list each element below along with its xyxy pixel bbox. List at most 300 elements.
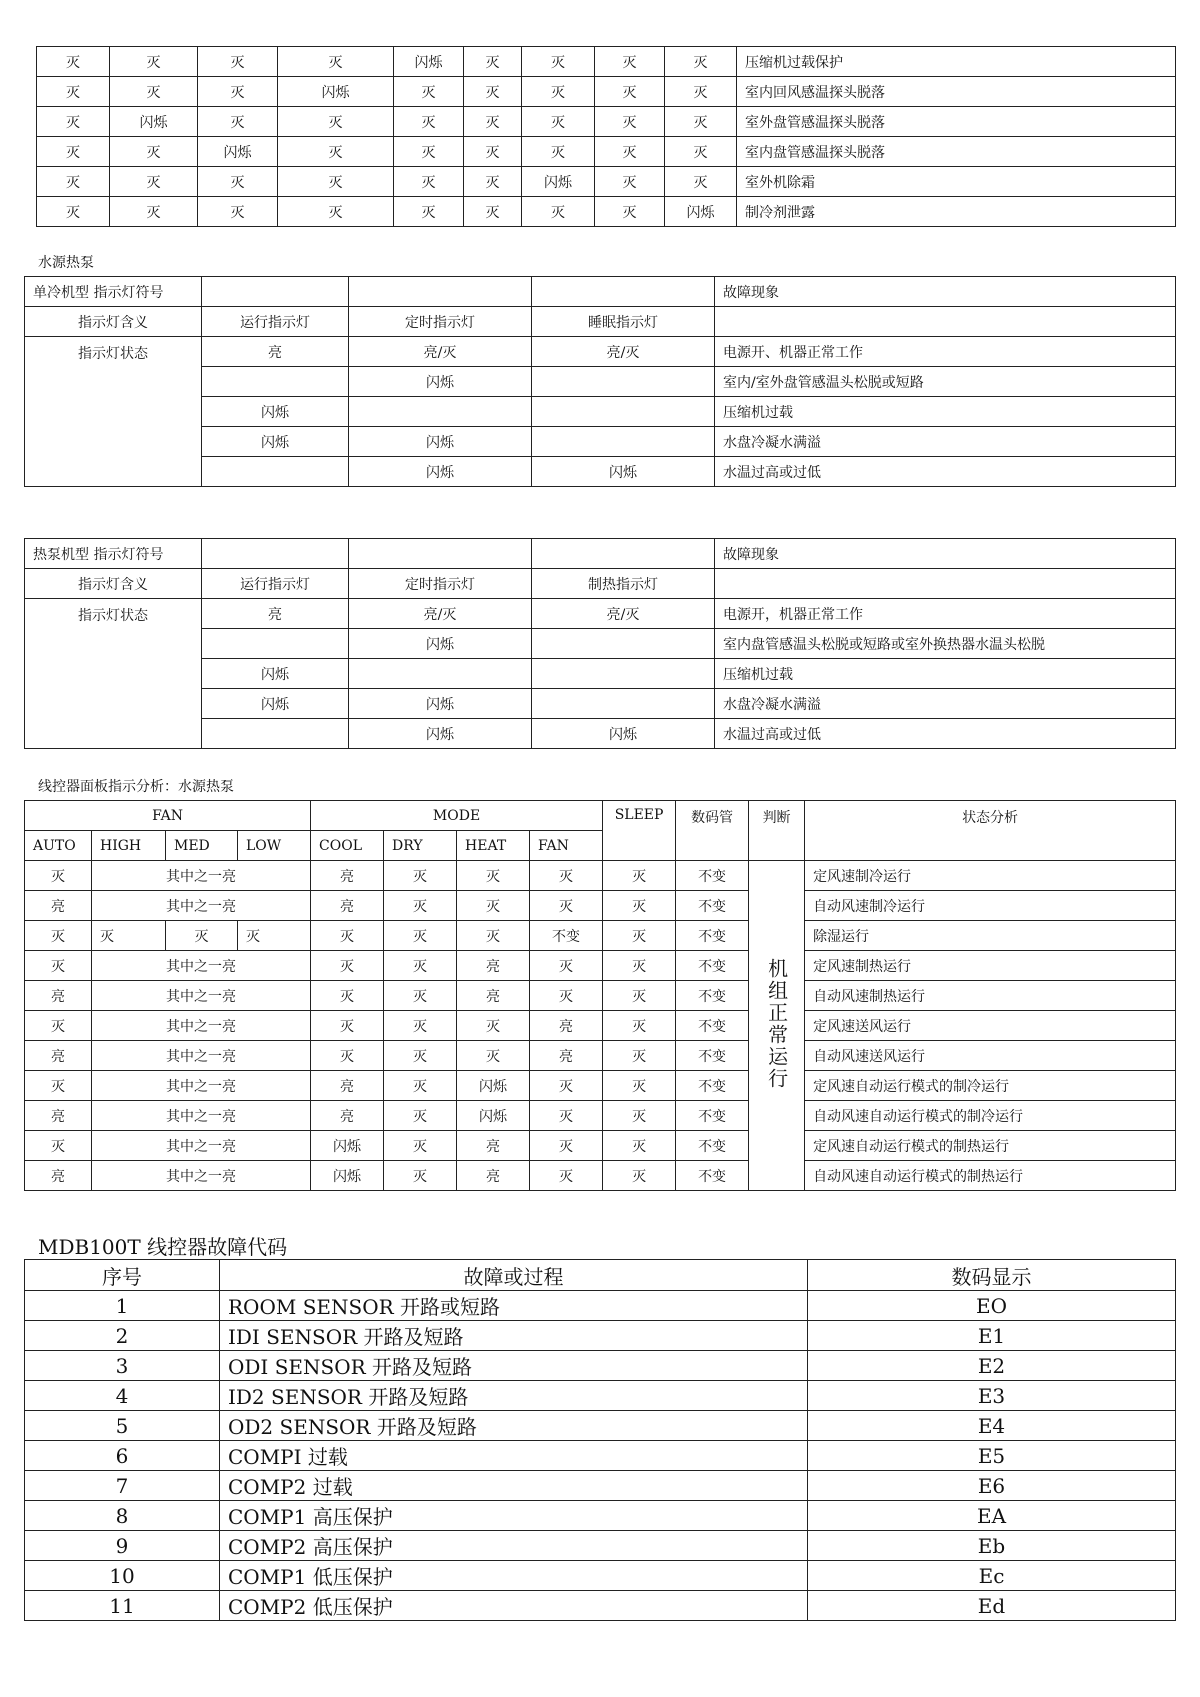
indicator-cell: 灭	[25, 1131, 92, 1161]
indicator-cell: 灭	[603, 1131, 676, 1161]
header-cell	[349, 277, 532, 307]
sub-header-cell: COOL	[311, 831, 384, 861]
indicator-cell: 灭	[530, 861, 603, 891]
fault-description: 压缩机过载保护	[737, 47, 1176, 77]
indicator-cell: 亮	[457, 1131, 530, 1161]
indicator-cell: 灭	[665, 77, 737, 107]
fault-code-table	[24, 1259, 1176, 1621]
indicator-cell: 亮	[25, 1041, 92, 1071]
indicator-cell: 灭	[384, 981, 457, 1011]
sub-header-cell: AUTO	[25, 831, 92, 861]
table-row	[25, 1591, 1176, 1621]
fan-group-header: FAN	[25, 801, 311, 831]
header-row	[25, 539, 1176, 569]
table-row	[25, 1531, 1176, 1561]
fault-process: COMPI 过载	[220, 1441, 808, 1471]
indicator-cell: 其中之一亮	[92, 891, 311, 921]
indicator-cell: 灭	[198, 197, 278, 227]
indicator-cell: 闪烁	[349, 457, 532, 487]
table-row	[25, 921, 1176, 951]
indicator-cell: 不变	[676, 981, 749, 1011]
indicator-cell: 灭	[665, 137, 737, 167]
indicator-cell: 其中之一亮	[92, 1131, 311, 1161]
indicator-cell: 不变	[676, 1161, 749, 1191]
digit-tube-header: 数码管	[676, 801, 749, 861]
indicator-cell: 灭	[665, 107, 737, 137]
table-row	[37, 77, 1176, 107]
indicator-cell: 灭	[464, 197, 522, 227]
indicator-cell: 灭	[198, 167, 278, 197]
indicator-cell	[202, 629, 349, 659]
indicator-cell: 灭	[530, 951, 603, 981]
indicator-cell: 灭	[92, 921, 166, 951]
indicator-cell: 灭	[25, 1071, 92, 1101]
indicator-cell: 灭	[278, 137, 394, 167]
indicator-cell	[532, 629, 715, 659]
indicator-cell: 灭	[595, 167, 665, 197]
indicator-cell: 灭	[394, 197, 464, 227]
caption-fault-codes: MDB100T 线控器故障代码	[38, 1235, 288, 1259]
digit-display: E3	[808, 1381, 1176, 1411]
heat-pump-indicator-table	[24, 538, 1176, 749]
fault-process: ODI SENSOR 开路及短路	[220, 1351, 808, 1381]
indicator-cell: 亮/灭	[349, 337, 532, 367]
header-row	[25, 1260, 1176, 1291]
table-row	[25, 1041, 1176, 1071]
state-analysis: 自动风速自动运行模式的制热运行	[805, 1161, 1176, 1191]
table-row	[25, 951, 1176, 981]
indicator-cell: 灭	[603, 951, 676, 981]
indicator-cell: 闪烁	[349, 367, 532, 397]
fault-process: COMP1 低压保护	[220, 1561, 808, 1591]
digit-display: E1	[808, 1321, 1176, 1351]
indicator-cell: 灭	[603, 921, 676, 951]
indicator-cell: 闪烁	[202, 689, 349, 719]
state-analysis: 定风速自动运行模式的制热运行	[805, 1131, 1176, 1161]
indicator-cell: 灭	[464, 107, 522, 137]
fault-description: 室内盘管感温头松脱或短路或室外换热器水温头松脱	[715, 629, 1176, 659]
indicator-cell: 闪烁	[202, 397, 349, 427]
indicator-cell: 灭	[110, 47, 198, 77]
header-cell: 指示灯含义	[25, 569, 202, 599]
indicator-cell: 闪烁	[202, 427, 349, 457]
indicator-cell: 灭	[457, 1041, 530, 1071]
indicator-cell: 灭	[603, 1161, 676, 1191]
header-cell: 热泵机型 指示灯符号	[25, 539, 202, 569]
indicator-cell: 亮	[311, 1101, 384, 1131]
fault-process: COMP2 高压保护	[220, 1531, 808, 1561]
header-cell: 运行指示灯	[202, 307, 349, 337]
indicator-cell: 灭	[37, 107, 110, 137]
indicator-cell: 灭	[394, 167, 464, 197]
digit-display: EO	[808, 1291, 1176, 1321]
table-row	[25, 1291, 1176, 1321]
cooling-only-indicator-table	[24, 276, 1176, 487]
table-row	[25, 1351, 1176, 1381]
indicator-cell: 灭	[384, 1041, 457, 1071]
sleep-header: SLEEP	[603, 801, 676, 861]
state-analysis: 自动风速制热运行	[805, 981, 1176, 1011]
header-cell	[202, 539, 349, 569]
indicator-cell: 其中之一亮	[92, 1041, 311, 1071]
table-row	[37, 137, 1176, 167]
indicator-cell	[349, 659, 532, 689]
indicator-cell: 灭	[457, 891, 530, 921]
indicator-cell: 其中之一亮	[92, 861, 311, 891]
table-row	[25, 1131, 1176, 1161]
indicator-cell: 灭	[530, 1161, 603, 1191]
table-row	[25, 1101, 1176, 1131]
sub-header-cell: MED	[166, 831, 238, 861]
sub-header-cell: DRY	[384, 831, 457, 861]
fault-description: 室外机除霜	[737, 167, 1176, 197]
indicator-cell: 灭	[37, 197, 110, 227]
header-cell	[532, 277, 715, 307]
table-row	[25, 981, 1176, 1011]
group-header-row	[25, 801, 1176, 831]
header-cell: 故障或过程	[220, 1260, 808, 1291]
code-index: 9	[25, 1531, 220, 1561]
indicator-cell: 灭	[25, 921, 92, 951]
indicator-cell: 灭	[278, 167, 394, 197]
digit-display: Ec	[808, 1561, 1176, 1591]
code-index: 10	[25, 1561, 220, 1591]
table-row	[25, 1441, 1176, 1471]
indicator-cell: 灭	[25, 1011, 92, 1041]
meaning-row	[25, 307, 1176, 337]
indicator-cell: 灭	[384, 1131, 457, 1161]
indicator-cell: 其中之一亮	[92, 1101, 311, 1131]
indicator-cell: 灭	[110, 137, 198, 167]
code-index: 8	[25, 1501, 220, 1531]
header-cell: 数码显示	[808, 1260, 1176, 1291]
indicator-cell: 灭	[522, 137, 595, 167]
fault-process: IDI SENSOR 开路及短路	[220, 1321, 808, 1351]
indicator-cell: 闪烁	[110, 107, 198, 137]
header-cell: 制热指示灯	[532, 569, 715, 599]
sub-header-cell: LOW	[238, 831, 311, 861]
table-row	[25, 599, 1176, 629]
indicator-cell: 其中之一亮	[92, 951, 311, 981]
state-analysis: 定风速制热运行	[805, 951, 1176, 981]
indicator-cell: 灭	[25, 861, 92, 891]
fault-process: COMP2 低压保护	[220, 1591, 808, 1621]
indicator-cell: 闪烁	[202, 659, 349, 689]
sub-header-cell: FAN	[530, 831, 603, 861]
indicator-cell	[202, 457, 349, 487]
state-analysis: 自动风速自动运行模式的制冷运行	[805, 1101, 1176, 1131]
state-analysis: 除湿运行	[805, 921, 1176, 951]
indicator-cell: 闪烁	[457, 1071, 530, 1101]
indicator-cell: 灭	[384, 1071, 457, 1101]
indicator-cell: 亮	[457, 951, 530, 981]
table-row	[25, 1561, 1176, 1591]
state-analysis: 定风速自动运行模式的制冷运行	[805, 1071, 1176, 1101]
table-row	[25, 1471, 1176, 1501]
indicator-cell: 亮	[457, 1161, 530, 1191]
indicator-cell: 灭	[394, 107, 464, 137]
indicator-cell: 灭	[530, 981, 603, 1011]
indicator-cell: 不变	[676, 1071, 749, 1101]
header-cell: 故障现象	[715, 539, 1176, 569]
indicator-cell: 其中之一亮	[92, 981, 311, 1011]
indicator-cell: 灭	[37, 47, 110, 77]
judge-text: 机组正常运行	[764, 957, 789, 1090]
judge-header: 判断	[749, 801, 805, 861]
indicator-cell: 灭	[278, 197, 394, 227]
caption-water-source-heat-pump: 水源热泵	[38, 255, 94, 271]
indicator-cell	[202, 367, 349, 397]
digit-display: E5	[808, 1441, 1176, 1471]
indicator-cell: 灭	[198, 107, 278, 137]
indicator-cell: 灭	[384, 951, 457, 981]
indicator-cell: 亮	[25, 981, 92, 1011]
indicator-cell: 其中之一亮	[92, 1011, 311, 1041]
header-cell: 睡眠指示灯	[532, 307, 715, 337]
table-row	[37, 197, 1176, 227]
header-cell	[715, 307, 1176, 337]
digit-display: E4	[808, 1411, 1176, 1441]
code-index: 7	[25, 1471, 220, 1501]
indicator-cell: 灭	[522, 77, 595, 107]
indicator-cell: 闪烁	[349, 689, 532, 719]
table-row	[37, 107, 1176, 137]
fault-description: 室内回风感温探头脱落	[737, 77, 1176, 107]
indicator-cell: 其中之一亮	[92, 1071, 311, 1101]
indicator-cell: 灭	[595, 197, 665, 227]
header-cell	[202, 277, 349, 307]
indicator-cell: 灭	[311, 1011, 384, 1041]
indicator-cell: 闪烁	[311, 1161, 384, 1191]
state-analysis: 自动风速送风运行	[805, 1041, 1176, 1071]
header-cell	[532, 539, 715, 569]
fault-process: COMP1 高压保护	[220, 1501, 808, 1531]
indicator-fault-table	[36, 46, 1176, 227]
indicator-cell: 灭	[110, 77, 198, 107]
fault-process: OD2 SENSOR 开路及短路	[220, 1411, 808, 1441]
fault-process: ID2 SENSOR 开路及短路	[220, 1381, 808, 1411]
fault-description: 水盘冷凝水满溢	[715, 427, 1176, 457]
indicator-cell: 闪烁	[198, 137, 278, 167]
indicator-cell: 闪烁	[522, 167, 595, 197]
judge-cell	[749, 861, 805, 1191]
indicator-cell: 灭	[311, 981, 384, 1011]
indicator-cell: 亮	[202, 599, 349, 629]
indicator-cell: 灭	[464, 47, 522, 77]
indicator-cell: 灭	[530, 1131, 603, 1161]
state-label: 指示灯状态	[25, 337, 202, 487]
indicator-cell: 灭	[166, 921, 238, 951]
table-row	[37, 167, 1176, 197]
indicator-cell: 灭	[384, 1011, 457, 1041]
indicator-cell: 灭	[37, 167, 110, 197]
indicator-cell: 不变	[676, 951, 749, 981]
indicator-cell: 闪烁	[349, 427, 532, 457]
code-index: 2	[25, 1321, 220, 1351]
indicator-cell: 灭	[464, 137, 522, 167]
indicator-cell	[532, 397, 715, 427]
indicator-cell: 闪烁	[532, 457, 715, 487]
panel-indicator-analysis-table	[24, 800, 1176, 1191]
table-row	[25, 1321, 1176, 1351]
fault-process: COMP2 过载	[220, 1471, 808, 1501]
indicator-cell: 灭	[110, 167, 198, 197]
indicator-cell: 亮	[311, 861, 384, 891]
indicator-cell: 灭	[595, 77, 665, 107]
indicator-cell: 灭	[384, 891, 457, 921]
indicator-cell: 亮	[25, 1101, 92, 1131]
table-row	[25, 337, 1176, 367]
indicator-cell: 亮	[457, 981, 530, 1011]
indicator-cell: 灭	[394, 137, 464, 167]
table-row	[25, 1161, 1176, 1191]
indicator-cell: 灭	[37, 137, 110, 167]
indicator-cell: 灭	[464, 77, 522, 107]
indicator-cell: 灭	[603, 861, 676, 891]
indicator-cell: 闪烁	[532, 719, 715, 749]
indicator-cell: 灭	[311, 1041, 384, 1071]
header-cell	[715, 569, 1176, 599]
indicator-cell: 亮	[25, 1161, 92, 1191]
header-cell: 定时指示灯	[349, 307, 532, 337]
header-cell: 单冷机型 指示灯符号	[25, 277, 202, 307]
indicator-cell	[349, 397, 532, 427]
indicator-cell: 不变	[676, 1011, 749, 1041]
indicator-cell: 亮/灭	[349, 599, 532, 629]
header-cell: 定时指示灯	[349, 569, 532, 599]
indicator-cell: 灭	[530, 891, 603, 921]
digit-display: Eb	[808, 1531, 1176, 1561]
indicator-cell: 闪烁	[394, 47, 464, 77]
state-analysis-header: 状态分析	[805, 801, 1176, 861]
indicator-cell: 亮	[311, 891, 384, 921]
indicator-cell: 灭	[522, 197, 595, 227]
indicator-cell: 闪烁	[311, 1131, 384, 1161]
indicator-cell	[532, 689, 715, 719]
indicator-cell: 不变	[676, 1041, 749, 1071]
code-index: 5	[25, 1411, 220, 1441]
table-row	[25, 1011, 1176, 1041]
indicator-cell: 灭	[603, 1101, 676, 1131]
table-row	[25, 1071, 1176, 1101]
indicator-cell: 亮	[202, 337, 349, 367]
indicator-cell: 灭	[595, 137, 665, 167]
indicator-cell: 亮	[530, 1041, 603, 1071]
sub-header-cell: HIGH	[92, 831, 166, 861]
fault-description: 水盘冷凝水满溢	[715, 689, 1176, 719]
indicator-cell: 不变	[530, 921, 603, 951]
header-cell: 运行指示灯	[202, 569, 349, 599]
indicator-cell: 灭	[311, 951, 384, 981]
state-analysis: 定风速制冷运行	[805, 861, 1176, 891]
indicator-cell: 灭	[464, 167, 522, 197]
table-row	[25, 1381, 1176, 1411]
fault-description: 制冷剂泄露	[737, 197, 1176, 227]
caption-panel-analysis: 线控器面板指示分析：水源热泵	[38, 779, 234, 795]
indicator-cell: 灭	[603, 1011, 676, 1041]
fault-description: 室内/室外盘管感温头松脱或短路	[715, 367, 1176, 397]
fault-description: 室内盘管感温探头脱落	[737, 137, 1176, 167]
indicator-cell: 灭	[384, 1101, 457, 1131]
indicator-cell: 灭	[603, 981, 676, 1011]
indicator-cell	[202, 719, 349, 749]
indicator-cell: 灭	[665, 47, 737, 77]
table-row	[25, 1411, 1176, 1441]
table-row	[25, 891, 1176, 921]
indicator-cell: 灭	[530, 1101, 603, 1131]
header-row	[25, 277, 1176, 307]
indicator-cell: 灭	[603, 891, 676, 921]
header-cell: 故障现象	[715, 277, 1176, 307]
indicator-cell: 灭	[278, 107, 394, 137]
state-analysis: 自动风速制冷运行	[805, 891, 1176, 921]
indicator-cell: 灭	[457, 861, 530, 891]
indicator-cell: 灭	[603, 1071, 676, 1101]
indicator-cell: 灭	[603, 1041, 676, 1071]
sub-header-cell: HEAT	[457, 831, 530, 861]
indicator-cell: 灭	[37, 77, 110, 107]
digit-display: E6	[808, 1471, 1176, 1501]
state-analysis: 定风速送风运行	[805, 1011, 1176, 1041]
indicator-cell: 灭	[198, 77, 278, 107]
indicator-cell	[532, 427, 715, 457]
table-row	[25, 861, 1176, 891]
indicator-cell: 灭	[384, 921, 457, 951]
indicator-cell: 亮	[25, 891, 92, 921]
fault-description: 压缩机过载	[715, 397, 1176, 427]
indicator-cell: 灭	[522, 107, 595, 137]
indicator-cell: 灭	[595, 47, 665, 77]
indicator-cell: 不变	[676, 861, 749, 891]
mode-group-header: MODE	[311, 801, 603, 831]
fault-description: 电源开，机器正常工作	[715, 599, 1176, 629]
indicator-cell: 灭	[394, 77, 464, 107]
indicator-cell: 闪烁	[665, 197, 737, 227]
header-cell	[349, 539, 532, 569]
indicator-cell: 灭	[595, 107, 665, 137]
indicator-cell: 灭	[238, 921, 311, 951]
indicator-cell: 闪烁	[457, 1101, 530, 1131]
indicator-cell	[532, 367, 715, 397]
indicator-cell: 不变	[676, 1101, 749, 1131]
indicator-cell: 灭	[311, 921, 384, 951]
indicator-cell: 亮/灭	[532, 599, 715, 629]
indicator-cell: 灭	[384, 861, 457, 891]
header-cell: 指示灯含义	[25, 307, 202, 337]
fault-description: 水温过高或过低	[715, 719, 1176, 749]
indicator-cell: 灭	[384, 1161, 457, 1191]
code-index: 6	[25, 1441, 220, 1471]
indicator-cell: 灭	[522, 47, 595, 77]
indicator-cell: 灭	[25, 951, 92, 981]
digit-display: EA	[808, 1501, 1176, 1531]
indicator-cell: 不变	[676, 921, 749, 951]
indicator-cell	[532, 659, 715, 689]
table-row	[37, 47, 1176, 77]
table-row	[25, 1501, 1176, 1531]
code-index: 1	[25, 1291, 220, 1321]
indicator-cell: 灭	[457, 1011, 530, 1041]
indicator-cell: 不变	[676, 891, 749, 921]
indicator-cell: 其中之一亮	[92, 1161, 311, 1191]
indicator-cell: 亮/灭	[532, 337, 715, 367]
fault-process: ROOM SENSOR 开路或短路	[220, 1291, 808, 1321]
indicator-cell: 亮	[530, 1011, 603, 1041]
indicator-cell: 灭	[198, 47, 278, 77]
meaning-row	[25, 569, 1176, 599]
code-index: 3	[25, 1351, 220, 1381]
indicator-cell: 灭	[278, 47, 394, 77]
